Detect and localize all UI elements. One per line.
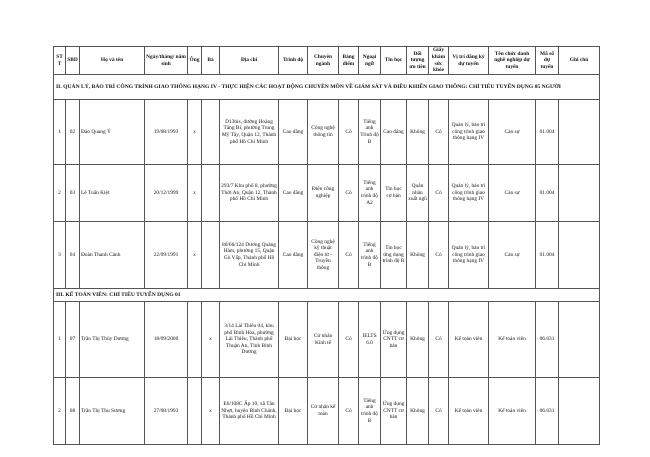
cell-title: Kế toán viên — [489, 378, 536, 445]
header-stt: STT — [54, 47, 66, 75]
cell-note — [559, 302, 600, 378]
cell-health: Có — [429, 378, 449, 445]
cell-position: Kế toán viên — [449, 302, 489, 378]
cell-address: D13bis, đường Hoàng Tăng Bí, phường Trung Mỹ Tây, Quận 12, Thành phố Hồ Chí Minh — [220, 100, 279, 165]
cell-score: Có — [339, 165, 359, 222]
cell-dob: 20/12/1999 — [145, 165, 188, 222]
cell-priority: Không — [407, 100, 429, 165]
cell-level: Cao đẳng — [279, 222, 308, 289]
cell-language: IELTS 6.0 — [359, 302, 381, 378]
cell-title: Cán sự — [489, 222, 536, 289]
cell-title: Kế toán viên — [489, 302, 536, 378]
cell-health: Có — [429, 165, 449, 222]
table-row — [54, 100, 600, 165]
cell-stt: 3 — [54, 222, 66, 289]
cell-dob: 22/09/1991 — [145, 222, 188, 289]
cell-level: Đại học — [279, 378, 308, 445]
cell-position: Quản lý, bảo trì công trình giao thông hạng IV — [449, 222, 489, 289]
cell-it: Tin học ứng dụng trình độ B — [381, 222, 407, 289]
cell-language: Tiếng anh trình độ B — [359, 378, 381, 445]
cell-code: 01.004 — [536, 165, 559, 222]
header-sbd: SBD — [66, 47, 80, 75]
cell-female — [202, 165, 220, 222]
section-row — [54, 289, 600, 302]
table-header — [54, 47, 600, 75]
cell-score: Có — [339, 100, 359, 165]
cell-health: Có — [429, 302, 449, 378]
cell-address: 3/14 Lái Thiêu 04, khu phố Bình Hòa, phường Lái Thiêu, Thành phố Thuận An, Tỉnh Bình Dương — [220, 302, 279, 378]
cell-level: Đại học — [279, 302, 308, 378]
cell-code: 06.031 — [536, 302, 559, 378]
table-row — [54, 378, 600, 445]
cell-priority: Không — [407, 378, 429, 445]
cell-position: Quản lý, bảo trì công trình giao thông hạng IV — [449, 100, 489, 165]
cell-note — [559, 100, 600, 165]
header-level: Trình độ — [279, 47, 308, 75]
cell-health: Có — [429, 222, 449, 289]
cell-code: 06.031 — [536, 378, 559, 445]
cell-address: 293/7 Khu phố 8, phường Thới An, Quận 12, Thành phố Hồ Chí Minh — [220, 165, 279, 222]
cell-male: x — [188, 165, 202, 222]
header-male: Ông — [188, 47, 202, 75]
cell-code: 01.004 — [536, 222, 559, 289]
cell-score: Có — [339, 302, 359, 378]
cell-name: Đào Quang Ý — [80, 100, 145, 165]
header-address: Địa chỉ — [220, 47, 279, 75]
table-row — [54, 165, 600, 222]
header-female: Bà — [202, 47, 220, 75]
cell-dob: 18/09/2000 — [145, 302, 188, 378]
cell-title: Cán sự — [489, 165, 536, 222]
cell-female — [202, 222, 220, 289]
header-priority: Đối tượng ưu tiên — [407, 47, 429, 75]
header-title: Tên chức danh nghề nghiệp dự tuyển — [489, 47, 536, 75]
cell-major: Công nghệ thông tin — [308, 100, 339, 165]
cell-major: Cử nhân Kinh tế — [308, 302, 339, 378]
cell-dob: 27/08/1993 — [145, 378, 188, 445]
cell-priority: Không — [407, 222, 429, 289]
cell-language: Tiếng anh Trình độ B — [359, 100, 381, 165]
cell-stt: 1 — [54, 302, 66, 378]
header-it: Tin học — [381, 47, 407, 75]
header-position: Vị trí đăng ký dự tuyển — [449, 47, 489, 75]
section-row — [54, 75, 600, 100]
cell-note — [559, 222, 600, 289]
cell-it: Ứng dụng CNTT cơ bản — [381, 378, 407, 445]
cell-major: Điện công nghiệp — [308, 165, 339, 222]
header-language: Ngoại ngữ — [359, 47, 381, 75]
header-dob: Ngày/tháng/ năm sinh — [145, 47, 188, 75]
cell-stt: 2 — [54, 165, 66, 222]
cell-language: Tiếng anh trình độ A2 — [359, 165, 381, 222]
cell-score: Có — [339, 378, 359, 445]
cell-stt: 1 — [54, 100, 66, 165]
cell-name: Trần Thị Thùy Dương — [80, 302, 145, 378]
header-score: Bảng điểm — [339, 47, 359, 75]
header-major: Chuyên ngành — [308, 47, 339, 75]
cell-sbd: 03 — [66, 165, 80, 222]
cell-address: 80/66/124 Dương Quảng Hàm, phường 15, Quận Gò Vấp, Thành phố Hồ Chí Minh — [220, 222, 279, 289]
cell-health: Có — [429, 100, 449, 165]
cell-note — [559, 165, 600, 222]
cell-male — [188, 378, 202, 445]
cell-title: Cán sự — [489, 100, 536, 165]
cell-sbd: 02 — [66, 100, 80, 165]
cell-position: Quản lý, bảo trì công trình giao thông hạng IV — [449, 165, 489, 222]
cell-male — [188, 302, 202, 378]
table-row — [54, 222, 600, 289]
cell-position: Kế toán viên — [449, 378, 489, 445]
cell-name: Đoàn Thanh Cảnh — [80, 222, 145, 289]
cell-female: x — [202, 378, 220, 445]
header-health: Giấy khám sức khỏe — [429, 47, 449, 75]
cell-it: Ứng dụng CNTT cơ bản — [381, 302, 407, 378]
cell-priority: Không — [407, 302, 429, 378]
cell-female — [202, 100, 220, 165]
header-code: Mã số dự tuyển — [536, 47, 559, 75]
header-note: Ghi chú — [559, 47, 600, 75]
cell-it: Tin học cơ bản — [381, 165, 407, 222]
cell-language: Tiếng anh trình độ B — [359, 222, 381, 289]
table-row — [54, 302, 600, 378]
cell-stt: 2 — [54, 378, 66, 445]
cell-major: Công nghệ kỹ thuật điện tử - Truyền thông — [308, 222, 339, 289]
cell-note — [559, 378, 600, 445]
cell-name: Lê Tuấn Kiệt — [80, 165, 145, 222]
cell-sbd: 04 — [66, 222, 80, 289]
cell-sbd: 07 — [66, 302, 80, 378]
cell-score: Có — [339, 222, 359, 289]
cell-name: Trần Thị Thu Sương — [80, 378, 145, 445]
section-title: III. KẾ TOÁN VIÊN: CHỈ TIÊU TUYỂN DỤNG 01 — [54, 289, 600, 302]
section-title: II. QUẢN LÝ, BẢO TRÌ CÔNG TRÌNH GIAO THÔNG HẠNG IV - THỰC HIỆN CÁC HOẠT ĐỘNG CHUYÊN MÔN VỀ GIÁM SÁT VÀ ĐIỀU KHIỂN GIAO THÔNG: CHỈ TIÊU TUYỂN DỤNG 05 NGƯỜI — [54, 75, 600, 100]
cell-sbd: 08 — [66, 378, 80, 445]
cell-female: x — [202, 302, 220, 378]
cell-priority: Quân nhân xuất ngũ — [407, 165, 429, 222]
cell-dob: 19/08/1993 — [145, 100, 188, 165]
candidate-list-page — [53, 46, 599, 445]
cell-male: x — [188, 222, 202, 289]
cell-male: x — [188, 100, 202, 165]
cell-level: Cao đẳng — [279, 100, 308, 165]
cell-level: Cao đẳng — [279, 165, 308, 222]
candidate-table — [53, 46, 600, 445]
cell-it: Cao đẳng — [381, 100, 407, 165]
header-name: Họ và tên — [80, 47, 145, 75]
cell-major: Cử nhân kế toán — [308, 378, 339, 445]
cell-address: E6/108C Ấp 10, xã Tân Nhựt, huyện Bình Chánh, Thành phố Hồ Chí Minh — [220, 378, 279, 445]
cell-code: 01.004 — [536, 100, 559, 165]
